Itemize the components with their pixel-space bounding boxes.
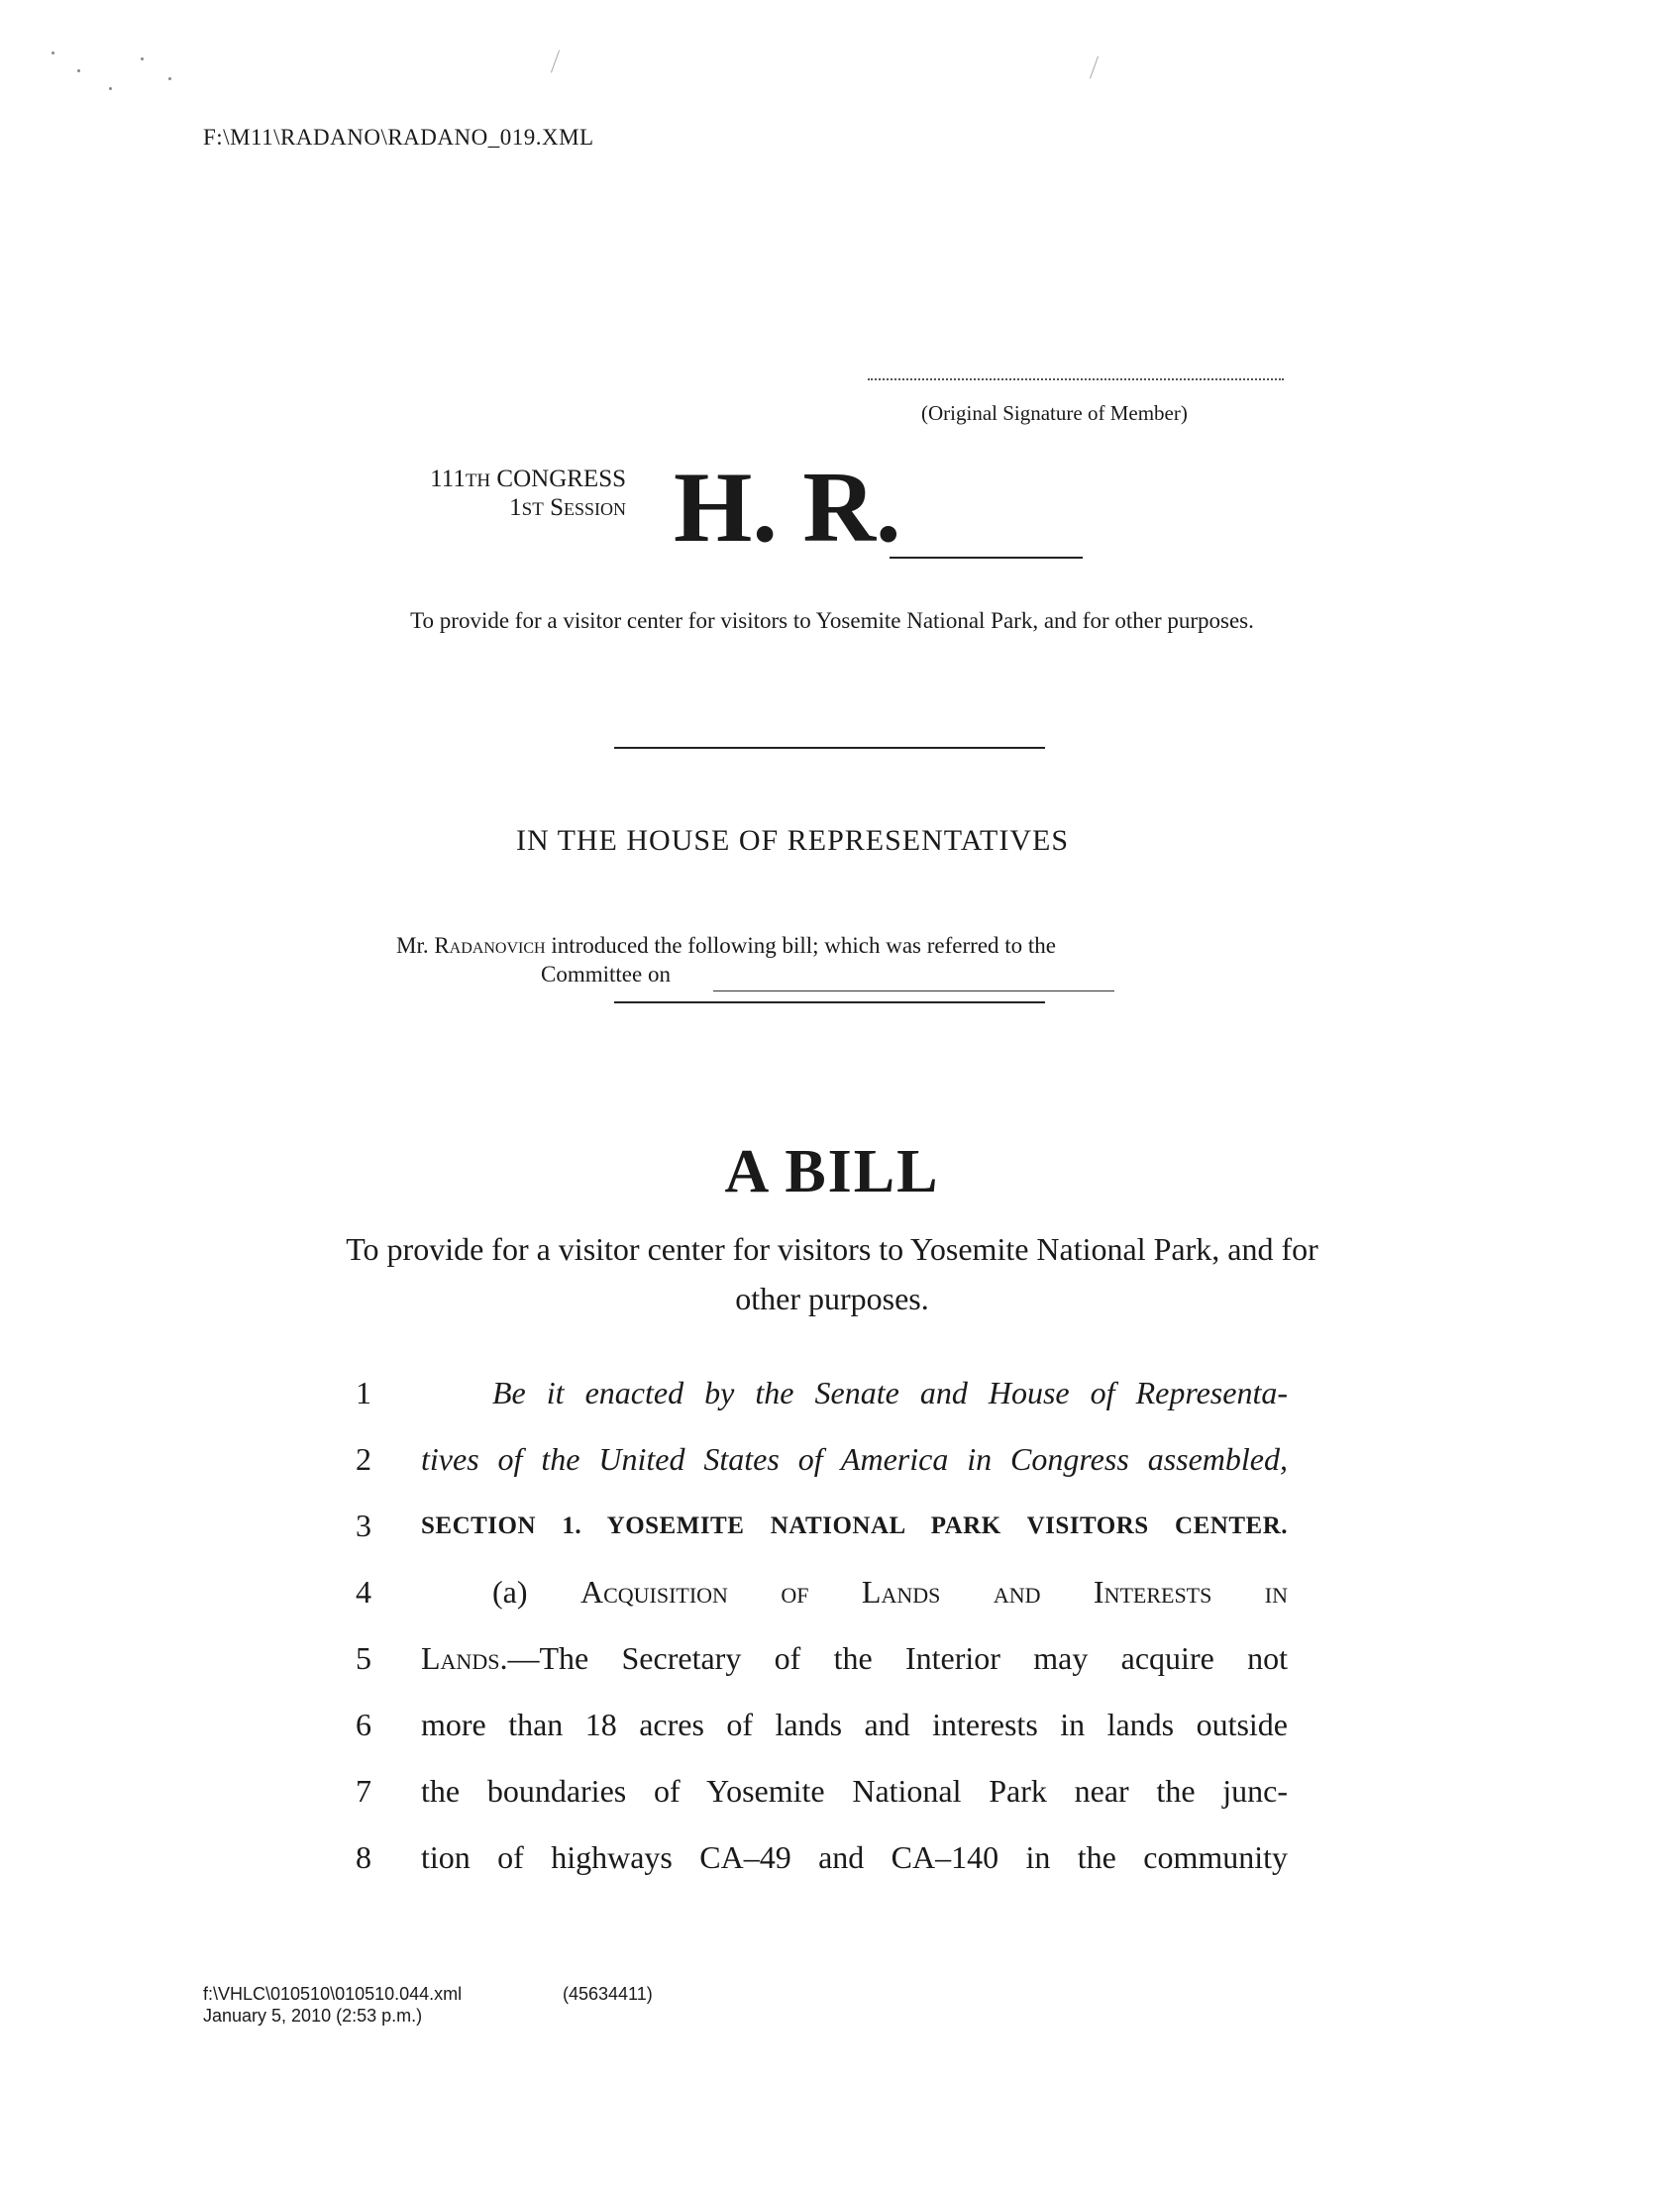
- scan-speck: [141, 57, 144, 60]
- bill-line: [356, 1426, 1288, 1493]
- committee-label: Committee on: [541, 962, 671, 987]
- scan-speck: [168, 77, 171, 80]
- scan-mark: [551, 51, 560, 73]
- line-number: 6: [356, 1707, 371, 1742]
- bill-number-blank: [890, 557, 1083, 559]
- footer-file-path: f:\VHLC\010510\010510.044.xml: [203, 1984, 463, 2004]
- sponsor-name: Radanovich: [434, 933, 546, 958]
- line-number: 5: [356, 1640, 371, 1676]
- long-title: To provide for a visitor center for visitors to Yosemite National Park, and for other purposes.: [346, 1231, 1318, 1316]
- bill-line: [356, 1360, 1288, 1426]
- bill-line: [356, 1692, 1288, 1758]
- scan-speck: [109, 87, 112, 90]
- subsection-heading: (a) Acquisition of Lands and Interests in: [492, 1574, 1289, 1610]
- session-line: 1ST Session: [509, 494, 626, 521]
- signature-line: [868, 378, 1284, 380]
- divider-rule: [614, 1001, 1045, 1003]
- scan-speck: [52, 52, 54, 54]
- bill-designation: H. R.: [674, 452, 901, 564]
- bill-text: tion of highways CA–49 and CA–140 in the community: [421, 1839, 1288, 1875]
- line-number: 1: [356, 1375, 371, 1410]
- line-number: 8: [356, 1839, 371, 1875]
- line-number: 4: [356, 1574, 371, 1610]
- congress-line: 111TH CONGRESS: [430, 466, 626, 492]
- congress-session-block: [367, 466, 626, 523]
- enacting-clause: tives of the United States of America in Congress assembled,: [421, 1441, 1288, 1477]
- chamber-heading: IN THE HOUSE OF REPRESENTATIVES: [515, 824, 1070, 857]
- line-number: 2: [356, 1441, 371, 1477]
- footer-date: January 5, 2010 (2:53 p.m.): [203, 2006, 423, 2026]
- file-path-header: F:\M11\RADANO\RADANO_019.XML: [203, 125, 594, 150]
- bill-text: the boundaries of Yosemite National Park near the junc-: [421, 1773, 1288, 1809]
- scan-speck: [77, 69, 80, 72]
- bill-line: [356, 1559, 1289, 1625]
- bill-line: [356, 1758, 1288, 1824]
- scan-mark: [1090, 56, 1099, 79]
- bill-line: [356, 1625, 1288, 1692]
- line-number: 7: [356, 1773, 371, 1809]
- short-title: To provide for a visitor center for visitors to Yosemite National Park, and for other purposes.: [410, 608, 1254, 633]
- bill-text: more than 18 acres of lands and interests in lands outside: [421, 1707, 1288, 1742]
- bill-line: [356, 1824, 1288, 1891]
- line-number: 3: [356, 1508, 371, 1543]
- signature-caption: (Original Signature of Member): [921, 401, 1188, 425]
- divider-rule: [614, 747, 1045, 749]
- subsection-text: Lands.—The Secretary of the Interior may acquire not: [421, 1640, 1288, 1676]
- footer-doc-id: (45634411): [563, 1984, 653, 2004]
- section-heading: SECTION 1. YOSEMITE NATIONAL PARK VISITORS CENTER.: [421, 1512, 1288, 1539]
- a-bill-heading: A BILL: [724, 1138, 940, 1205]
- bill-line: [356, 1493, 1288, 1559]
- committee-blank: [713, 990, 1114, 991]
- enacting-clause: Be it enacted by the Senate and House of Representa-: [492, 1375, 1288, 1410]
- introduction-text: Mr. Radanovich introduced the following bill; which was referred to the: [396, 933, 1057, 958]
